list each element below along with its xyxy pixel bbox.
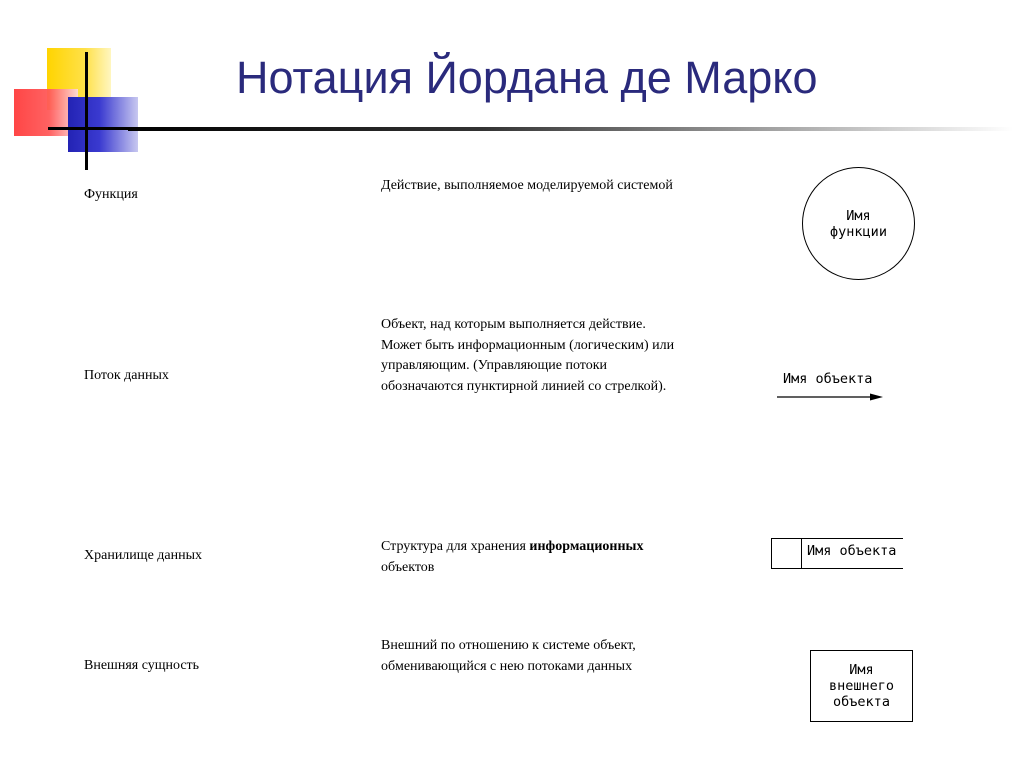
data-flow-label: Имя объекта (783, 371, 873, 387)
desc-data-store-bold: информационных (529, 539, 644, 554)
term-data-flow: Поток данных (84, 368, 169, 383)
external-symbol-line-3: объекта (833, 694, 890, 710)
title-underline (128, 127, 1013, 131)
term-external-entity: Внешняя сущность (84, 658, 200, 673)
desc-function: Действие, выполняемое моделируемой системой (381, 178, 673, 193)
function-symbol-line-1: Имя (846, 207, 871, 224)
data-store-label: Имя объекта (807, 543, 897, 559)
desc-data-store-part-1: Структура для хранения (381, 539, 530, 554)
function-symbol-line-2: функции (830, 223, 887, 240)
desc-data-flow: Объект, над которым выполняется действие. Может быть информационным (логическим) или управляющим. (Управляющие потоки обозначаются пунктирной линией со стрелкой). (381, 317, 675, 394)
data-flow-arrow-symbol (777, 390, 885, 404)
desc-data-store-part-3: объектов (381, 559, 435, 575)
desc-external-entity: Внешний по отношению к системе объект, обменивающийся с нею потоками данных (381, 638, 636, 674)
function-circle-symbol (802, 167, 915, 280)
term-data-store: Хранилище данных (84, 548, 203, 563)
decor-vertical-line (85, 52, 88, 170)
slide-title: Нотация Йордана де Марко (236, 52, 818, 103)
data-store-symbol (771, 538, 904, 569)
external-symbol-line-1: Имя (849, 662, 874, 678)
desc-data-store (381, 537, 681, 578)
decor-horizontal-line (48, 127, 128, 130)
decor-blue-square (68, 97, 138, 152)
term-function: Функция (84, 187, 138, 202)
external-symbol-line-2: внешнего (828, 678, 895, 694)
external-entity-box-symbol (810, 650, 913, 722)
